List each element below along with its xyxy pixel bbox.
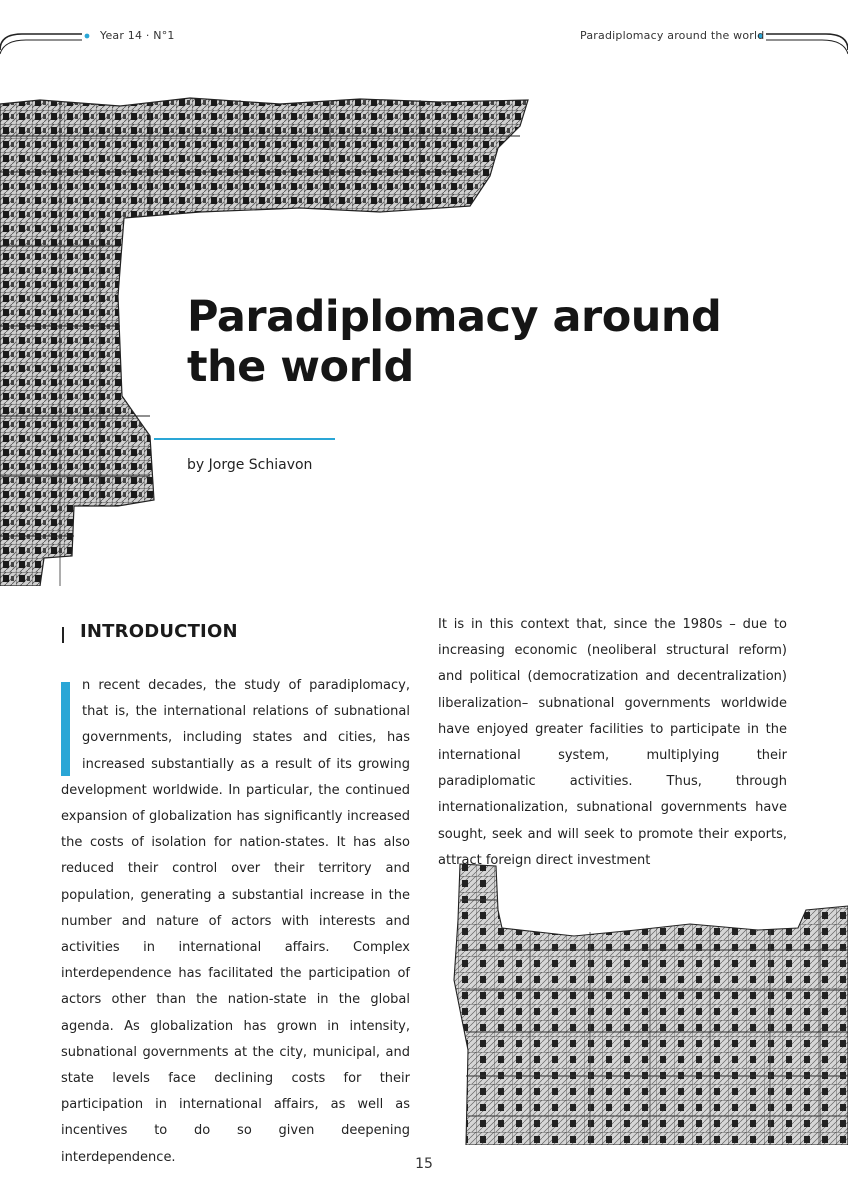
title-underline [154,438,335,440]
title-line-2: the world [187,342,414,392]
section-heading: INTRODUCTION [80,621,238,642]
city-illustration-bottom [440,860,848,1145]
left-column-text: n recent decades, the study of paradiplomacy, that is, the international relations of subnational governments, including states and cities, has increased substantially as a result of its growing development worldwide. In particular, the continued expansion of globalization has significantly increased the costs of isolation for nation-states. It has also reduced their control over their territory and population, generating a substantial increase in the number and nature of actors with interests and activities in international affairs. Complex interdependence has facilitated the participation of actors other than the nation-state in the global agenda. As globalization has grown in intensity, subnational governments at the city, municipal, and state levels face declining costs for their participation in international affairs, as well as incentives to do so given deepening interdependence. [61,678,410,1165]
right-column [438,612,787,874]
left-column [61,673,410,1171]
drop-cap [61,682,70,776]
article-title [187,292,747,392]
section-marker [62,627,64,643]
issue-label: Year 14 · N°1 [100,29,175,42]
page-number: 15 [415,1156,433,1172]
byline: by Jorge Schiavon [187,457,313,473]
title-line-1: Paradiplomacy around [187,292,722,342]
running-title: Paradiplomacy around the world [580,29,765,42]
right-column-text: It is in this context that, since the 1980s – due to increasing economic (neoliberal structural reform) and political (democratization and decentralization) liberalization– subnational governments worldwide have enjoyed greater facilities to participate in the international system, multiplying their paradiplomatic activities. Thus, through internationalization, subnational governments have sought, seek and will seek to promote their exports, attract foreign direct investment [438,617,787,868]
